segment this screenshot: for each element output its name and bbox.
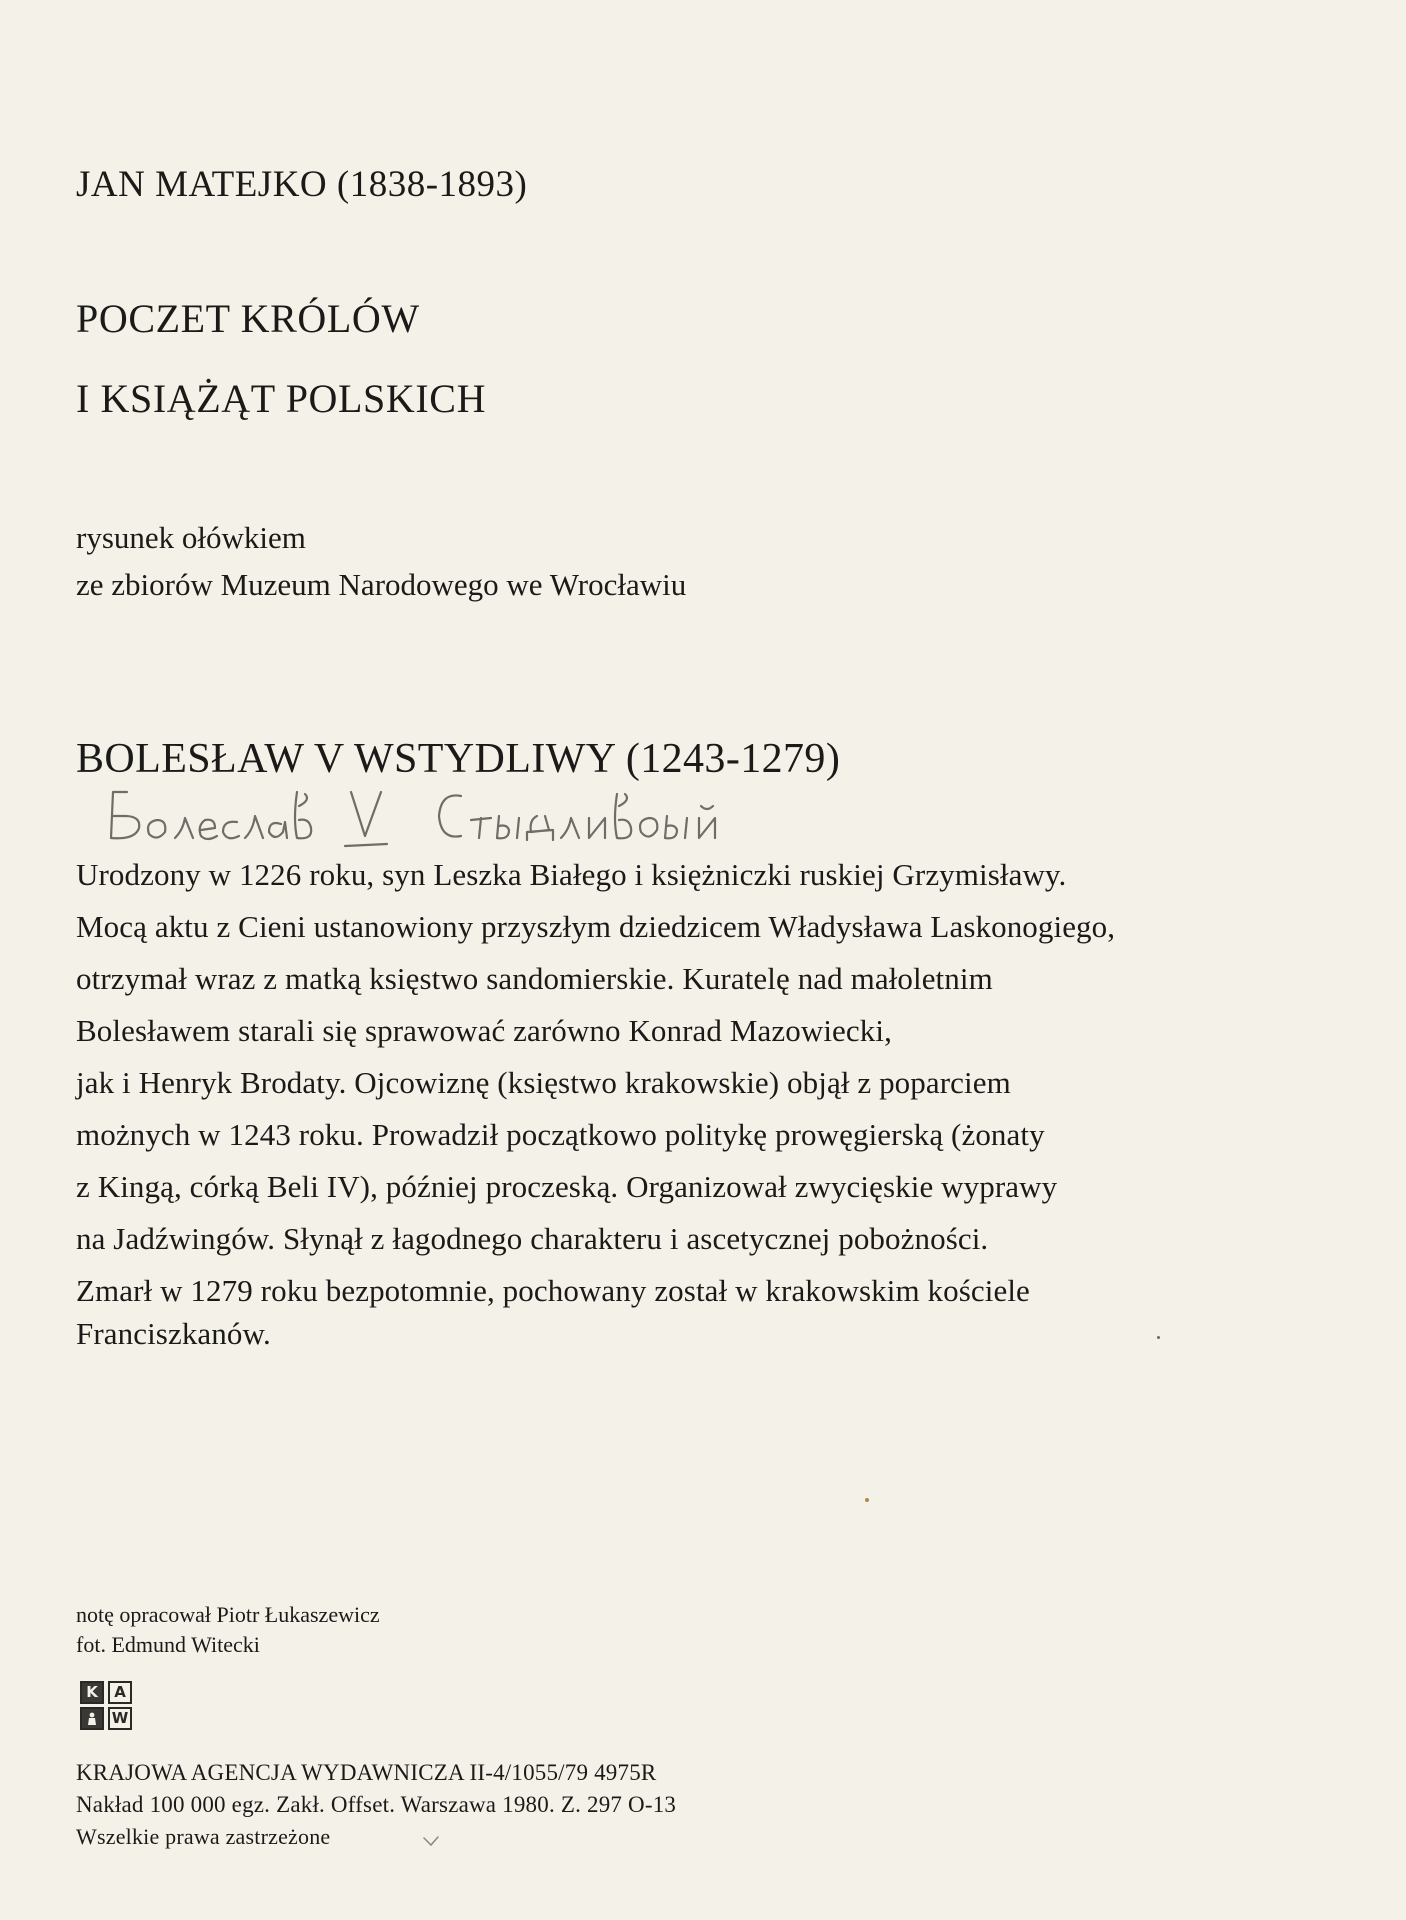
- author-line: JAN MATEJKO (1838-1893): [76, 164, 528, 205]
- biography-line: Urodzony w 1226 roku, syn Leszka Białego i księżniczki ruskiej Grzymisławy.: [76, 857, 1067, 892]
- technique-subtitle: rysunek ołówkiem: [76, 520, 306, 555]
- biography-line: Bolesławem starali się sprawować zarówno Konrad Mazowiecki,: [76, 1013, 892, 1048]
- figure-icon: [86, 1712, 98, 1726]
- series-title-line-2: I KSIĄŻĄT POLSKICH: [76, 376, 487, 421]
- series-title-line-1: POCZET KRÓLÓW: [76, 296, 420, 341]
- biography-line: Zmarł w 1279 roku bezpotomnie, pochowany został w krakowskim kościele: [76, 1273, 1030, 1308]
- biography-line: Mocą aktu z Cieni ustanowiony przyszłym dziedzicem Władysława Laskonogiego,: [76, 909, 1116, 944]
- biography-line: otrzymał wraz z matką księstwo sandomierskie. Kuratelę nad małoletnim: [76, 961, 993, 996]
- biography-line: na Jadźwingów. Słynął z łagodnego charakteru i ascetycznej pobożności.: [76, 1221, 989, 1256]
- biography-line: z Kingą, córką Beli IV), później proczeską. Organizował zwycięskie wyprawy: [76, 1169, 1058, 1204]
- collection-subtitle: ze zbiorów Muzeum Narodowego we Wrocławiu: [76, 567, 687, 602]
- biography-line: jak i Henryk Brodaty. Ojcowiznę (księstwo krakowskie) objął z poparciem: [76, 1065, 1011, 1100]
- logo-cell-icon: [80, 1707, 104, 1730]
- logo-cell: K: [80, 1681, 104, 1704]
- ruler-heading: BOLESŁAW V WSTYDLIWY (1243-1279): [76, 736, 841, 782]
- logo-cell: W: [108, 1707, 132, 1730]
- note-author-credit: notę opracował Piotr Łukaszewicz: [76, 1602, 380, 1627]
- logo-cell: A: [108, 1681, 132, 1704]
- print-run-line: Nakład 100 000 egz. Zakł. Offset. Warszawa 1980. Z. 297 O-13: [76, 1792, 677, 1817]
- photo-credit: fot. Edmund Witecki: [76, 1632, 260, 1657]
- rights-line: Wszelkie prawa zastrzeżone: [76, 1824, 331, 1849]
- handwritten-annotation: [105, 780, 875, 850]
- biography-line: możnych w 1243 roku. Prowadził początkowo politykę prowęgierską (żonaty: [76, 1117, 1045, 1152]
- paper-speck: [865, 1498, 869, 1502]
- publisher-line: KRAJOWA AGENCJA WYDAWNICZA II-4/1055/79 4975R: [76, 1760, 657, 1785]
- publisher-logo: [80, 1681, 136, 1733]
- paper-speck: [1157, 1336, 1160, 1339]
- biography-line: Franciszkanów.: [76, 1316, 271, 1351]
- pencil-tick-mark: [422, 1835, 440, 1847]
